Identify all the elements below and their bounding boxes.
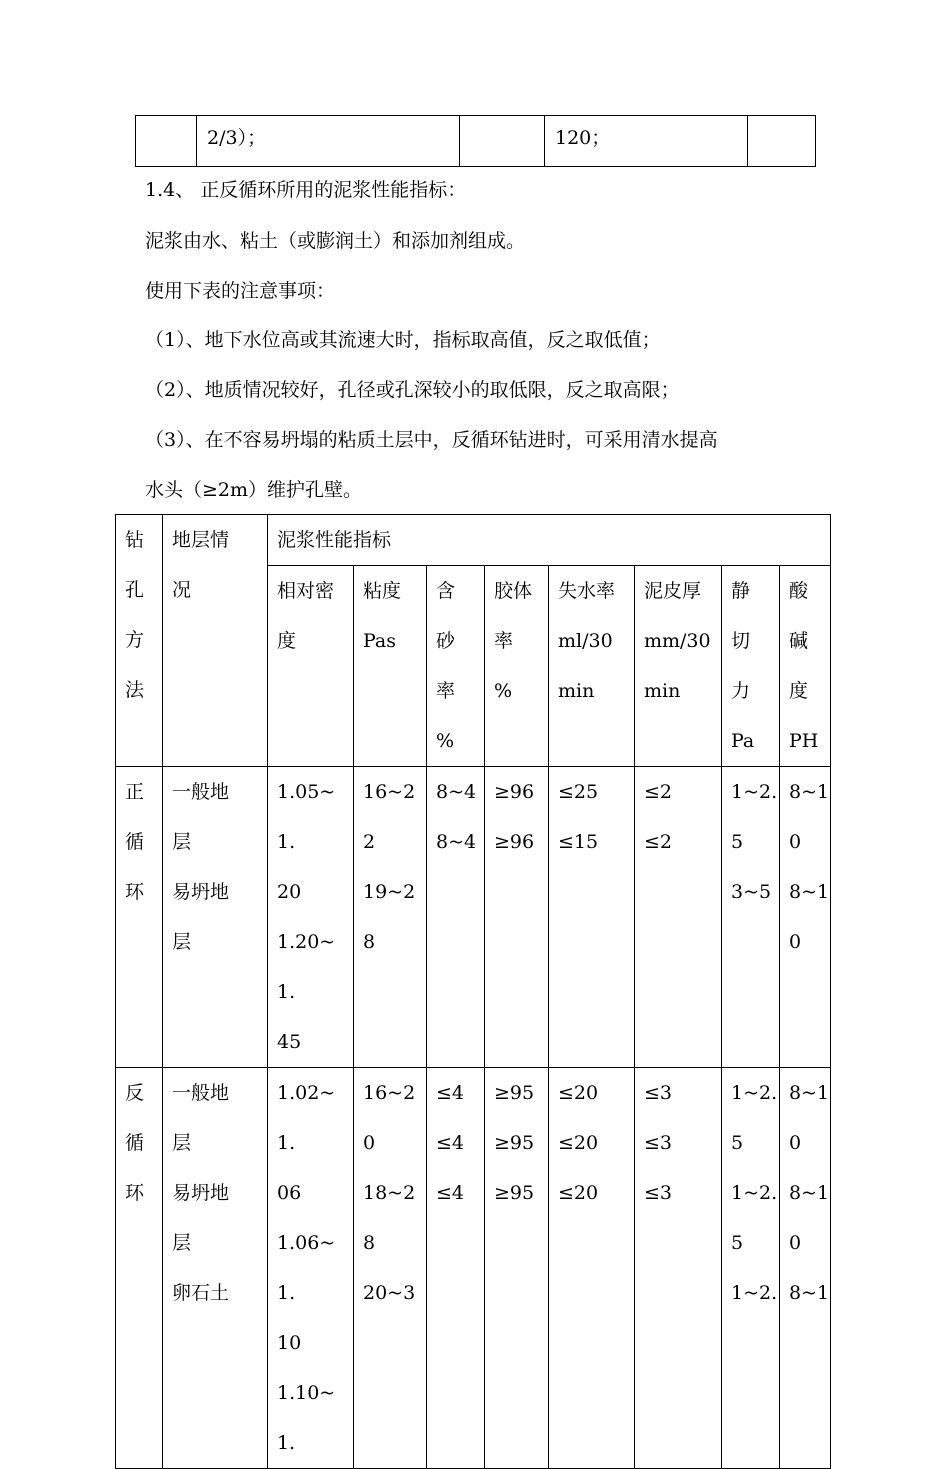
section-heading: 1.4、 正反循环所用的泥浆性能指标： xyxy=(145,179,467,201)
subheader-cell xyxy=(780,566,831,767)
cell-text: 失水率 ml/30 min xyxy=(558,580,616,702)
table-cell xyxy=(780,767,831,1068)
table-cell xyxy=(163,1068,268,1469)
cell-text: ≤20 ≤20 ≤20 xyxy=(558,1082,599,1204)
subheader-cell xyxy=(722,566,780,767)
cell-text: 8~1 0 8~1 0 xyxy=(789,781,830,953)
cell-text: 16~2 0 18~2 8 20~3 xyxy=(363,1082,416,1304)
cell-text: ≤4 ≤4 ≤4 xyxy=(436,1082,465,1204)
table-cell xyxy=(197,116,460,167)
cell-text: 钻 孔 方 法 xyxy=(125,529,145,701)
subheader-cell xyxy=(354,566,427,767)
table-cell xyxy=(722,767,780,1068)
note-item: （1）、地下水位高或其流速大时，指标取高值，反之取低值； xyxy=(145,329,661,351)
cell-text: 相对密 度 xyxy=(277,580,335,652)
paragraph: 泥浆由水、粘土（或膨润土）和添加剂组成。 xyxy=(145,230,526,252)
cell-text: 1~2. 5 1~2. 5 1~2. xyxy=(731,1082,778,1304)
cell-text: 1.05~1. 20 1.20~1. 45 xyxy=(277,781,336,1053)
subheader-cell xyxy=(549,566,635,767)
table-row xyxy=(116,767,831,1068)
cell-text: 反 循 环 xyxy=(125,1082,145,1204)
subheader-cell xyxy=(485,566,549,767)
cell-text: 16~2 2 19~2 8 xyxy=(363,781,416,953)
cell-text: 粘度 Pas xyxy=(363,580,402,652)
cell-text: 酸 碱 度 PH xyxy=(789,580,819,752)
table-cell xyxy=(460,116,545,167)
cell-text: ≥96 ≥96 xyxy=(494,781,535,853)
table-cell xyxy=(268,767,354,1068)
table-cell xyxy=(545,116,748,167)
table-cell xyxy=(549,1068,635,1469)
cell-text: 静 切 力 Pa xyxy=(731,580,755,752)
table-cell xyxy=(549,767,635,1068)
table-row xyxy=(136,116,816,167)
cell-text: 2/3）； xyxy=(207,127,267,149)
note-item-continuation: 水头（≥2m）维护孔壁。 xyxy=(145,479,363,501)
table-cell xyxy=(268,1068,354,1469)
cell-text: ≥95 ≥95 ≥95 xyxy=(494,1082,535,1204)
method-cell xyxy=(116,767,163,1068)
cell-text: 正 循 环 xyxy=(125,781,145,903)
table-cell xyxy=(427,767,485,1068)
cell-text: 含 砂 率 % xyxy=(436,580,456,752)
cell-text: ≤3 ≤3 ≤3 xyxy=(644,1082,673,1204)
cell-text: 8~4 8~4 xyxy=(436,781,477,853)
table-cell xyxy=(722,1068,780,1469)
note-item: （3）、在不容易坍塌的粘质土层中，反循环钻进时，可采用清水提高 xyxy=(145,429,718,451)
cell-text: 1.02~1. 06 1.06~1. 10 1.10~1. xyxy=(277,1082,336,1454)
header-cell-stratum xyxy=(163,515,268,767)
top-partial-table xyxy=(135,115,816,167)
cell-text: 一般地 层 易坍地 层 卵石土 xyxy=(172,1082,230,1304)
cell-text: 胶体 率 % xyxy=(494,580,533,702)
table-header-row xyxy=(116,515,831,566)
subheader-cell xyxy=(268,566,354,767)
table-cell xyxy=(748,116,816,167)
table-cell xyxy=(485,767,549,1068)
header-cell-group xyxy=(268,515,831,566)
cell-text: 1~2. 5 3~5 xyxy=(731,781,778,903)
cell-text: ≤2 ≤2 xyxy=(644,781,673,853)
table-cell xyxy=(354,767,427,1068)
table-cell xyxy=(163,767,268,1068)
header-cell-method xyxy=(116,515,163,767)
cell-text: 泥皮厚 mm/30 min xyxy=(644,580,711,702)
table-cell xyxy=(136,116,197,167)
table-row xyxy=(116,1068,831,1469)
table-cell xyxy=(635,1068,722,1469)
method-cell xyxy=(116,1068,163,1469)
subheader-cell xyxy=(427,566,485,767)
table-cell xyxy=(635,767,722,1068)
cell-text: 一般地 层 易坍地 层 xyxy=(172,781,230,953)
table-cell xyxy=(427,1068,485,1469)
table-cell xyxy=(354,1068,427,1469)
cell-text: 120； xyxy=(555,127,611,149)
cell-text: ≤25 ≤15 xyxy=(558,781,599,853)
subheader-cell xyxy=(635,566,722,767)
mud-performance-table xyxy=(115,514,831,1469)
table-cell xyxy=(780,1068,831,1469)
cell-text: 泥浆性能指标 xyxy=(277,529,392,551)
cell-text: 8~1 0 8~1 0 8~1 xyxy=(789,1082,830,1304)
table-cell xyxy=(485,1068,549,1469)
cell-text: 地层情 况 xyxy=(172,529,230,601)
note-item: （2）、地质情况较好，孔径或孔深较小的取低限，反之取高限； xyxy=(145,379,680,401)
paragraph: 使用下表的注意事项： xyxy=(145,280,336,302)
